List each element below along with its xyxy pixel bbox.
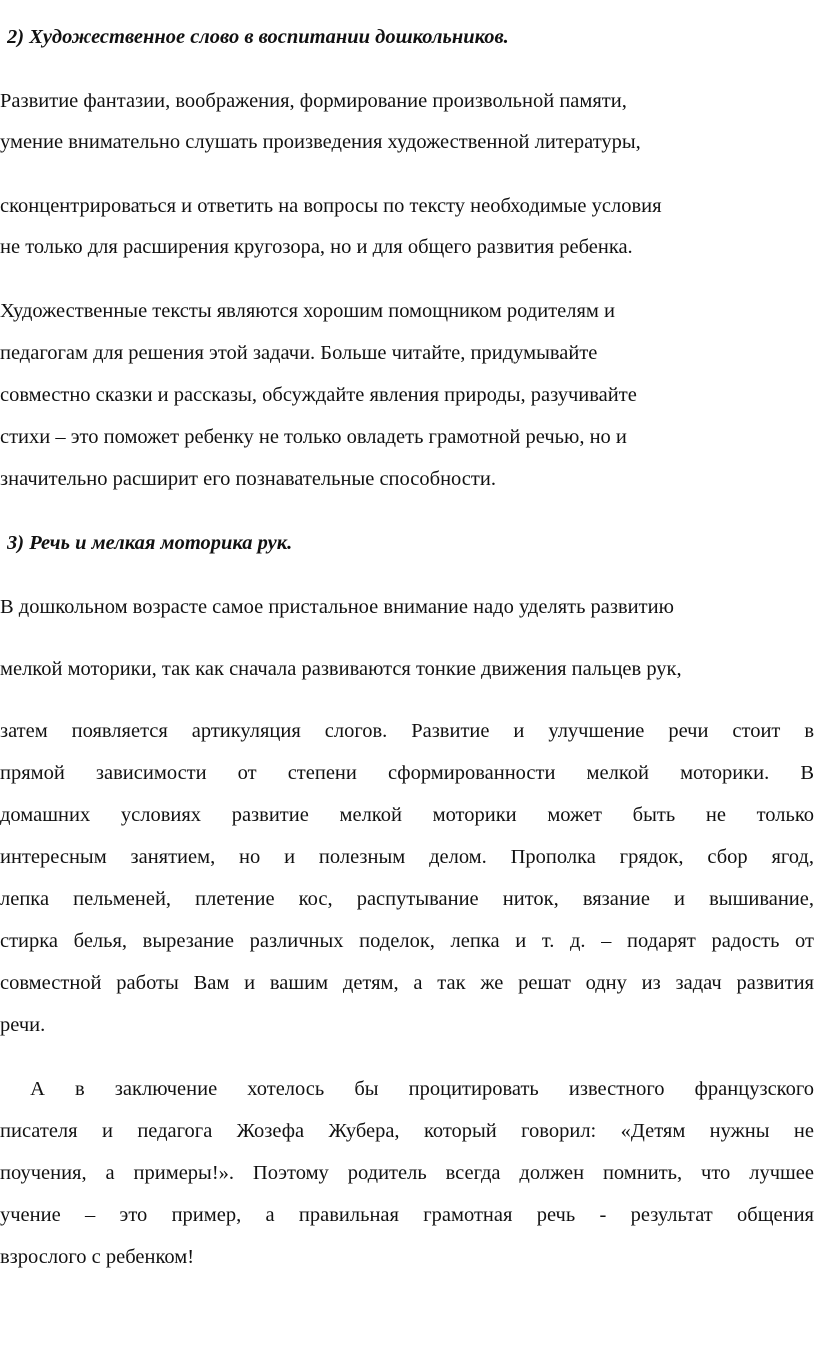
text-line: прямой зависимости от степени сформированности мелкой моторики. В	[0, 762, 814, 784]
text-line: речи.	[0, 1014, 46, 1036]
text-line: стихи – это поможет ребенку не только овладеть грамотной речью, но и	[0, 426, 627, 448]
text-line: затем появляется артикуляция слогов. Развитие и улучшение речи стоит в	[0, 720, 814, 742]
text-line: домашних условиях развитие мелкой моторики может быть не только	[0, 804, 814, 826]
text-line: умение внимательно слушать произведения художественной литературы,	[0, 131, 641, 153]
text-line: стирка белья, вырезание различных поделок, лепка и т. д. – подарят радость от	[0, 930, 814, 952]
text-line: В дошкольном возрасте самое пристальное внимание надо уделять развитию	[0, 596, 674, 618]
text-line: не только для расширения кругозора, но и для общего развития ребенка.	[0, 236, 633, 258]
text-line: поучения, а примеры!». Поэтому родитель всегда должен помнить, что лучшее	[0, 1162, 814, 1184]
text-line: значительно расширит его познавательные способности.	[0, 468, 496, 490]
section-heading-3: 3) Речь и мелкая моторика рук.	[7, 532, 293, 554]
text-line: А в заключение хотелось бы процитировать известного французского	[0, 1078, 814, 1100]
text-line: писателя и педагога Жозефа Жубера, который говорил: «Детям нужны не	[0, 1120, 814, 1142]
text-line: интересным занятием, но и полезным делом. Прополка грядок, сбор ягод,	[0, 846, 814, 868]
text-line: мелкой моторики, так как сначала развиваются тонкие движения пальцев рук,	[0, 658, 682, 680]
text-line: Художественные тексты являются хорошим помощником родителям и	[0, 300, 615, 322]
text-line: педагогам для решения этой задачи. Больше читайте, придумывайте	[0, 342, 598, 364]
text-line: взрослого с ребенком!	[0, 1246, 195, 1268]
text-line: Развитие фантазии, воображения, формирование произвольной памяти,	[0, 90, 627, 112]
section-heading-2: 2) Художественное слово в воспитании дошкольников.	[7, 26, 509, 48]
text-line: учение – это пример, а правильная грамотная речь - результат общения	[0, 1204, 814, 1226]
text-line: лепка пельменей, плетение кос, распутывание ниток, вязание и вышивание,	[0, 888, 814, 910]
text-line: совместной работы Вам и вашим детям, а так же решат одну из задач развития	[0, 972, 814, 994]
text-line: сконцентрироваться и ответить на вопросы по тексту необходимые условия	[0, 195, 662, 217]
text-line: совместно сказки и рассказы, обсуждайте явления природы, разучивайте	[0, 384, 637, 406]
